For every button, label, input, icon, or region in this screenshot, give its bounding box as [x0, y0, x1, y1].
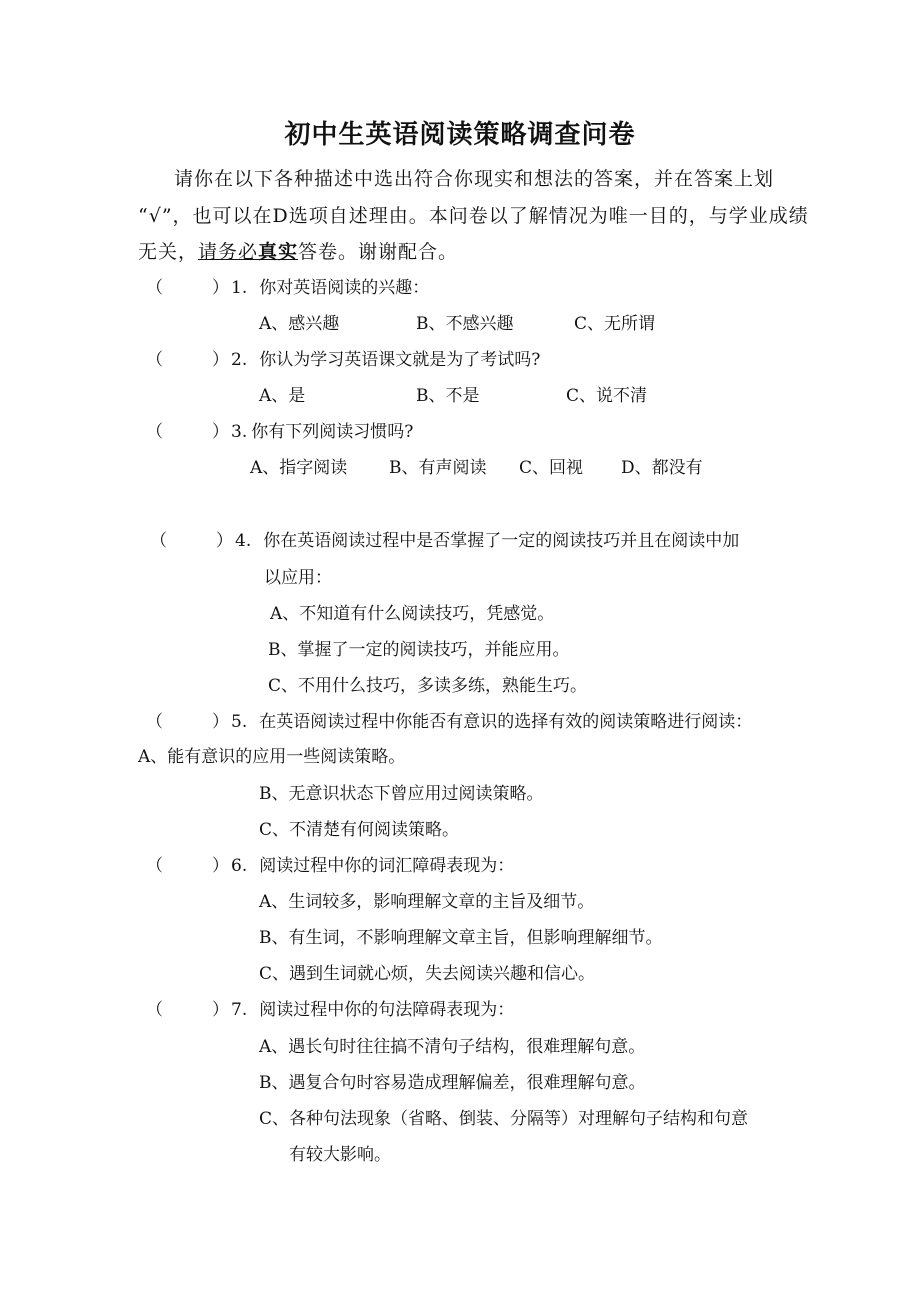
- question-text: 阅读过程中你的句法障碍表现为：: [259, 1000, 515, 1020]
- option-d: D、都没有: [621, 458, 703, 478]
- option-b: B、掌握了一定的阅读技巧，并能应用。: [268, 640, 570, 660]
- intro-emphasis-text: 请务必: [198, 241, 259, 263]
- option-c: C、说不清: [566, 386, 648, 406]
- option-c: C、各种句法现象（省略、倒装、分隔等）对理解句子结构和句意: [259, 1109, 749, 1129]
- option-a: A、感兴趣: [259, 314, 340, 334]
- option-c-continued: 有较大影响。: [289, 1145, 391, 1165]
- option-c: C、不清楚有何阅读策略。: [259, 820, 460, 840]
- option-c: C、不用什么技巧，多读多练，熟能生巧。: [268, 676, 588, 696]
- question-1: [146, 277, 429, 299]
- paren-close: ）: [212, 1000, 229, 1020]
- intro-emphasis-bold: 真实: [258, 241, 299, 263]
- paren-open: （: [146, 1000, 163, 1020]
- question-number: 3.: [231, 422, 248, 442]
- answer-blank[interactable]: [146, 421, 229, 443]
- question-number: 1.: [231, 278, 248, 298]
- question-4: [150, 530, 739, 552]
- question-text: 你认为学习英语课文就是为了考试吗?: [259, 350, 541, 370]
- answer-blank[interactable]: [150, 530, 233, 552]
- question-text: 你有下列阅读习惯吗?: [251, 422, 414, 442]
- option-a: A、是: [259, 386, 306, 406]
- option-b: B、不是: [416, 386, 480, 406]
- paren-open: （: [146, 278, 163, 298]
- paren-open: （: [150, 531, 167, 551]
- question-number: 2.: [231, 350, 248, 370]
- option-b: B、遇复合句时容易造成理解偏差，很难理解句意。: [259, 1073, 646, 1093]
- option-c: C、回视: [519, 458, 584, 478]
- option-a: A、指字阅读: [250, 458, 348, 478]
- question-number: 4.: [235, 531, 252, 551]
- question-text: 你对英语阅读的兴趣：: [259, 278, 430, 298]
- option-b: B、有生词，不影响理解文章主旨，但影响理解细节。: [259, 928, 663, 948]
- question-7: [146, 999, 514, 1021]
- paren-close: ）: [212, 350, 229, 370]
- answer-blank[interactable]: [146, 711, 229, 733]
- intro-text-end: 答卷。谢谢配合。: [298, 241, 459, 263]
- paren-close: ）: [212, 856, 229, 876]
- intro-line-3: [138, 240, 458, 264]
- answer-blank[interactable]: [146, 277, 229, 299]
- question-3: [146, 421, 413, 443]
- intro-line-1: 请你在以下各种描述中选出符合你现实和想法的答案，并在答案上划: [174, 168, 775, 190]
- option-b: B、有声阅读: [389, 458, 487, 478]
- question-number: 6.: [231, 856, 248, 876]
- page-title: 初中生英语阅读策略调查问卷: [284, 120, 636, 150]
- paren-open: （: [146, 350, 163, 370]
- paren-close: ）: [216, 531, 233, 551]
- option-a: A、生词较多，影响理解文章的主旨及细节。: [259, 892, 595, 912]
- option-b: B、不感兴趣: [416, 314, 514, 334]
- question-5: [146, 711, 752, 733]
- option-a: A、遇长句时往往搞不清句子结构，很难理解句意。: [259, 1037, 646, 1057]
- question-text: 在英语阅读过程中你能否有意识的选择有效的阅读策略进行阅读：: [259, 712, 753, 732]
- option-b: B、无意识状态下曾应用过阅读策略。: [259, 784, 544, 804]
- paren-close: ）: [212, 422, 229, 442]
- paren-close: ）: [212, 712, 229, 732]
- question-text-continued: 以应用：: [264, 568, 332, 588]
- question-text: 你在英语阅读过程中是否掌握了一定的阅读技巧并且在阅读中加: [263, 531, 740, 551]
- paren-open: （: [146, 856, 163, 876]
- question-number: 5.: [231, 712, 248, 732]
- question-number: 7.: [231, 1000, 248, 1020]
- option-a: A、能有意识的应用一些阅读策略。: [138, 747, 406, 767]
- intro-text: 无关，: [138, 241, 199, 263]
- question-text: 阅读过程中你的词汇障碍表现为：: [259, 856, 515, 876]
- answer-blank[interactable]: [146, 349, 229, 371]
- option-c: C、无所谓: [574, 314, 656, 334]
- paren-close: ）: [212, 278, 229, 298]
- option-c: C、遇到生词就心烦，失去阅读兴趣和信心。: [259, 964, 596, 984]
- option-a: A、不知道有什么阅读技巧，凭感觉。: [270, 604, 555, 624]
- question-2: [146, 349, 540, 371]
- paren-open: （: [146, 422, 163, 442]
- paren-open: （: [146, 712, 163, 732]
- answer-blank[interactable]: [146, 999, 229, 1021]
- answer-blank[interactable]: [146, 855, 229, 877]
- intro-line-2: “√”，也可以在D选项自述理由。本问卷以了解情况为唯一目的，与学业成绩: [138, 205, 809, 227]
- intro-emphasis: [198, 241, 298, 263]
- question-6: [146, 855, 514, 877]
